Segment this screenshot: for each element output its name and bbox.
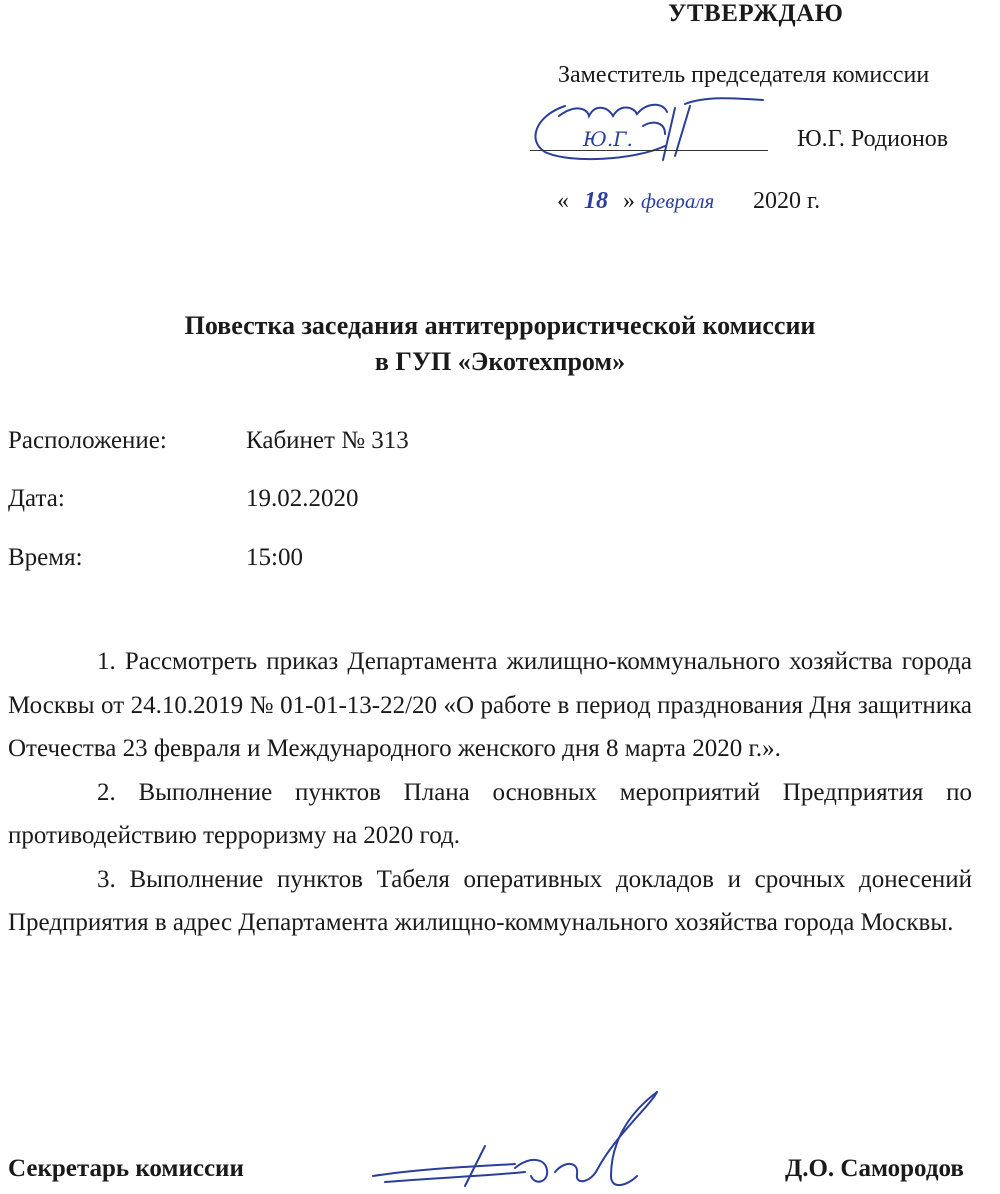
detail-value: 15:00 [246,544,303,571]
detail-label: Дата: [8,485,65,512]
agenda-item: 1. Рассмотреть приказ Департамента жилищно-коммунального хозяйства города Москвы от 24.10.2019 № 01-01-13-22/20 «О работе в период празднования Дня защитника Отечества 23 февраля и Международного женского дня 8 марта 2020 г.». [8,648,972,762]
approver-name: Ю.Г. Родионов [797,126,949,152]
approval-date [557,188,820,215]
date-quote-open: « [557,188,569,214]
agenda-item: 3. Выполнение пунктов Табеля оперативных докладов и срочных донесений Предприятия в адрес Департамента жилищно-коммунального хозяйства города Москвы. [8,865,972,936]
date-month: февраля [641,189,715,213]
secretary-role: Секретарь комиссии [8,1155,244,1182]
date-year: 2020 г. [753,188,821,214]
detail-value: Кабинет № 313 [246,427,409,454]
detail-row-time [8,544,303,572]
approver-signature [525,86,765,164]
detail-row-date [8,485,359,513]
approval-heading: УТВЕРЖДАЮ [668,0,844,27]
secretary-signature [365,1086,665,1194]
date-day: 18 [584,188,608,214]
title-line-1: Повестка заседания антитеррористической комиссии [184,311,816,340]
detail-label: Время: [8,544,83,571]
agenda-item: 2. Выполнение пунктов Плана основных мероприятий Предприятия по противодействию терроризму на 2020 год. [8,778,972,849]
detail-value: 19.02.2020 [246,485,359,512]
secretary-name: Д.О. Самородов [785,1155,964,1182]
date-quote-close: » [623,188,635,214]
title-line-2: в ГУП «Экотехпром» [374,347,626,376]
svg-text:Ю.Г.: Ю.Г. [583,127,633,151]
document-title [0,308,1000,380]
signature-line [530,150,768,151]
detail-row-location [8,427,409,455]
agenda-list [8,640,972,945]
approver-position: Заместитель председателя комиссии [558,62,930,88]
detail-label: Расположение: [8,427,167,454]
